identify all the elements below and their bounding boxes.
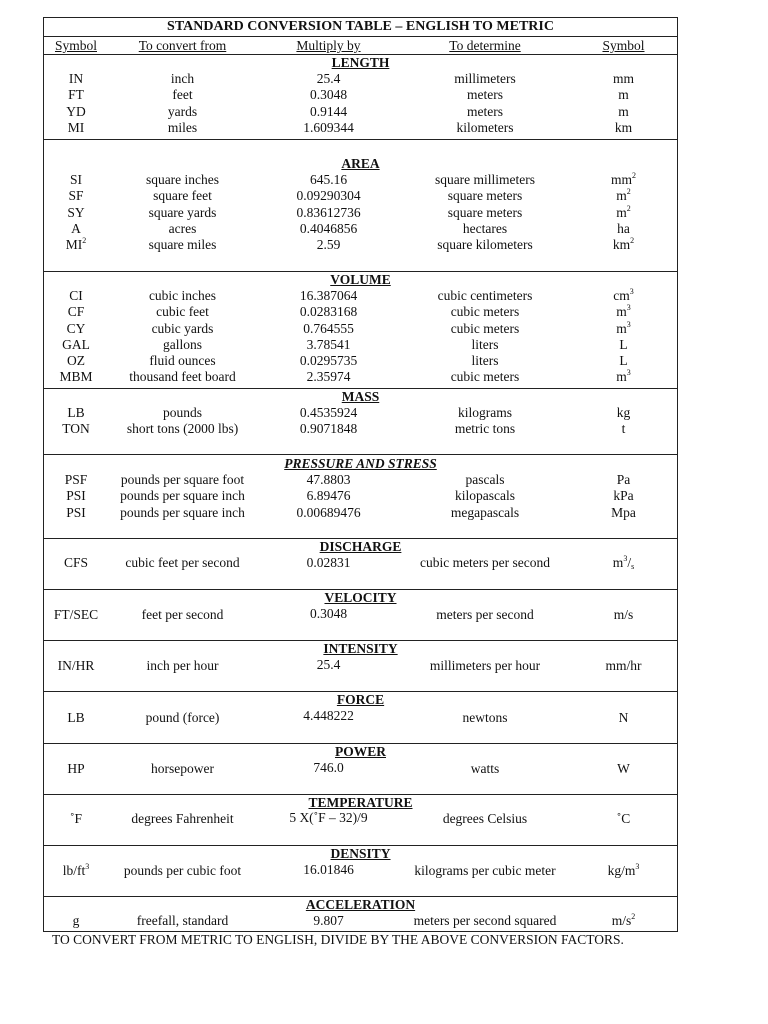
- cell-target-symbol: [570, 863, 677, 879]
- unit-text: m: [616, 320, 627, 336]
- table-row: [44, 205, 677, 221]
- table-row: [44, 421, 677, 437]
- cell-factor: 0.0295735: [299, 353, 358, 369]
- cell-factor: 0.0283168: [299, 304, 358, 320]
- cell-factor: 2.59: [316, 237, 341, 253]
- cell-factor: 645.16: [309, 172, 348, 187]
- cell-symbol: CF: [67, 304, 85, 320]
- cell-symbol: FT/SEC: [53, 607, 99, 622]
- unit-text: m: [612, 555, 624, 570]
- table-row: [44, 237, 677, 253]
- section-title: LENGTH: [331, 55, 390, 70]
- cell-symbol: FT: [68, 87, 84, 103]
- cell-target-symbol: [570, 288, 677, 304]
- section-discharge: [44, 539, 677, 590]
- cell-to: cubic meters: [450, 369, 520, 385]
- cell-target-symbol: ha: [617, 220, 630, 236]
- cell-to: pascals: [465, 472, 505, 487]
- factor-value: 16.01846: [303, 862, 354, 877]
- section-title: FORCE: [336, 692, 385, 707]
- section-title: TEMPERATURE: [308, 795, 413, 810]
- cell-to: megapascals: [450, 504, 520, 520]
- cell-to: square millimeters: [434, 172, 536, 187]
- unit-exponent: 2: [626, 203, 631, 213]
- cell-factor: 6.89476: [306, 488, 351, 504]
- table-row: [44, 288, 677, 304]
- cell-factor: 47.8803: [306, 472, 351, 487]
- column-headers: [44, 37, 677, 55]
- cell-factor: 0.764555: [303, 320, 354, 336]
- cell-target-symbol: [570, 205, 677, 221]
- cell-factor: 1.609344: [303, 119, 354, 135]
- cell-symbol: [44, 237, 108, 253]
- cell-factor: 0.3048: [309, 87, 348, 103]
- header-multiply-by: Multiply by: [296, 38, 361, 53]
- unit-exponent: 2: [632, 171, 636, 180]
- section-title: VELOCITY: [324, 590, 397, 605]
- cell-to: cubic centimeters: [437, 288, 533, 303]
- cell-from: miles: [167, 119, 198, 135]
- cell-from: pounds per square inch: [120, 504, 245, 520]
- cell-to: millimeters per hour: [429, 658, 541, 673]
- cell-factor: 25.4: [316, 71, 341, 86]
- table-row: [44, 337, 677, 353]
- cell-factor: 0.9071848: [299, 421, 358, 437]
- cell-symbol: SI: [69, 172, 82, 187]
- header-symbol: Symbol: [54, 38, 97, 53]
- cell-target-symbol: [570, 913, 677, 929]
- cell-symbol: g: [72, 913, 80, 928]
- cell-target-symbol: [570, 321, 677, 337]
- cell-to: millimeters: [454, 71, 516, 86]
- table-row: [44, 913, 677, 929]
- cell-target-symbol: W: [617, 761, 630, 776]
- cell-factor: 0.09290304: [296, 188, 361, 204]
- table-row: [44, 104, 677, 120]
- cell-to: kilopascals: [455, 488, 515, 504]
- cell-target-symbol: [570, 188, 677, 204]
- symbol-text: lb/ft: [62, 863, 86, 878]
- cell-from: square yards: [148, 204, 217, 220]
- cell-symbol: YD: [66, 103, 86, 119]
- section-title: POWER: [334, 744, 386, 759]
- table-row: [44, 472, 677, 488]
- cell-symbol: CI: [69, 288, 83, 303]
- section-title: DENSITY: [330, 846, 391, 861]
- table-row: [44, 120, 677, 136]
- footer-note: TO CONVERT FROM METRIC TO ENGLISH, DIVIDE BY THE ABOVE CONVERSION FACTORS.: [52, 932, 624, 947]
- cell-target-symbol: kPa: [613, 488, 634, 504]
- cell-to: cubic meters: [450, 304, 520, 320]
- section-mass: [44, 389, 677, 455]
- cell-to: metric tons: [454, 421, 516, 437]
- cell-from: cubic inches: [148, 288, 217, 303]
- cell-from: inch: [170, 71, 195, 86]
- unit-text: m/s: [611, 913, 632, 928]
- cell-from: square miles: [148, 237, 217, 253]
- cell-to: kilograms per cubic meter: [414, 863, 556, 878]
- cell-from: short tons (2000 lbs): [126, 421, 239, 437]
- unit-text: mm: [610, 172, 632, 187]
- table-row: [44, 321, 677, 337]
- cell-to: kilometers: [456, 119, 514, 135]
- unit-exponent: 3: [626, 303, 631, 313]
- unit-exponent: 3: [629, 287, 634, 296]
- cell-to: meters per second squared: [413, 913, 557, 928]
- section-title: AREA: [341, 156, 380, 171]
- cell-from: gallons: [163, 336, 202, 352]
- cell-symbol: OZ: [67, 353, 85, 369]
- cell-from: pounds: [162, 405, 202, 420]
- cell-target-symbol: N: [618, 710, 629, 725]
- table-row: [44, 71, 677, 87]
- cell-factor: 3.78541: [306, 336, 351, 352]
- cell-from: yards: [167, 103, 198, 119]
- section-acceleration: [44, 897, 677, 931]
- section-title: MASS: [341, 389, 380, 404]
- cell-target-symbol: ˚C: [616, 811, 631, 826]
- cell-symbol: CY: [66, 320, 86, 336]
- cell-target-symbol: mm: [612, 71, 634, 86]
- section-temperature: [44, 795, 677, 846]
- section-velocity: [44, 590, 677, 641]
- cell-target-symbol: L: [619, 336, 628, 352]
- cell-from: thousand feet board: [129, 369, 236, 385]
- unit-exponent: 2: [626, 187, 631, 197]
- cell-symbol: HP: [67, 761, 85, 776]
- unit-exponent: 3: [626, 319, 631, 329]
- cell-to: newtons: [462, 710, 508, 725]
- unit-text: m: [616, 188, 627, 204]
- cell-target-symbol: [570, 555, 677, 571]
- cell-factor: 0.83612736: [296, 204, 361, 220]
- cell-from: inch per hour: [146, 658, 219, 673]
- section-title: DISCHARGE: [319, 539, 402, 554]
- cell-factor: 9.807: [313, 913, 344, 928]
- cell-from: feet per second: [141, 607, 224, 622]
- cell-factor: 0.00689476: [296, 504, 361, 520]
- conversion-table: [43, 17, 678, 932]
- cell-from: cubic feet: [156, 304, 209, 320]
- unit-text: m: [616, 204, 627, 220]
- cell-target-symbol: km: [614, 119, 633, 135]
- cell-factor: 0.4046856: [299, 220, 358, 236]
- unit-exponent: 2: [631, 912, 636, 921]
- unit-separator: /: [627, 555, 632, 570]
- unit-text: m: [616, 304, 627, 320]
- cell-symbol: MBM: [59, 369, 93, 385]
- table-title: STANDARD CONVERSION TABLE – ENGLISH TO METRIC: [44, 18, 677, 37]
- cell-symbol: LB: [67, 405, 85, 420]
- table-row: [44, 304, 677, 320]
- cell-target-symbol: [570, 237, 677, 253]
- cell-factor: 0.4535924: [299, 405, 358, 420]
- cell-symbol: [44, 863, 108, 879]
- unit-exponent: 2: [630, 236, 635, 246]
- section-force: [44, 692, 677, 744]
- section-area: [44, 140, 677, 272]
- cell-to: cubic meters: [450, 320, 520, 336]
- symbol-exponent: 2: [82, 236, 87, 246]
- unit-text: m: [616, 369, 627, 385]
- cell-from: pound (force): [145, 710, 220, 725]
- cell-from: horsepower: [151, 761, 214, 776]
- cell-symbol: LB: [67, 710, 85, 725]
- cell-to: meters: [467, 103, 503, 119]
- table-row: [44, 405, 677, 421]
- cell-from: cubic feet per second: [125, 555, 240, 570]
- section-title: ACCELERATION: [305, 897, 416, 912]
- table-row: [44, 221, 677, 237]
- factor-value: 0.02831: [306, 555, 351, 570]
- section-pressure: [44, 455, 677, 539]
- cell-factor: 16.387064: [299, 288, 358, 303]
- cell-to: meters per second: [436, 607, 534, 622]
- cell-target-symbol: Pa: [616, 472, 631, 487]
- cell-target-symbol: [570, 369, 677, 385]
- unit-text: kg/m: [607, 863, 636, 878]
- cell-symbol: PSF: [64, 472, 88, 487]
- cell-symbol: PSI: [66, 504, 86, 520]
- cell-to: square kilometers: [437, 237, 533, 253]
- cell-target-symbol: kg: [616, 405, 631, 420]
- unit-exponent: 3: [626, 368, 631, 378]
- cell-to: square meters: [447, 204, 523, 220]
- section-intensity: [44, 641, 677, 692]
- cell-to: watts: [470, 761, 500, 776]
- cell-from: freefall, standard: [136, 913, 229, 928]
- header-determine: To determine: [449, 38, 521, 53]
- cell-to: meters: [467, 87, 503, 103]
- header-target-symbol: Symbol: [602, 38, 645, 53]
- cell-to: liters: [471, 336, 499, 352]
- cell-symbol: PSI: [66, 488, 86, 504]
- cell-from: degrees Fahrenheit: [131, 811, 234, 826]
- cell-from: fluid ounces: [149, 353, 216, 369]
- unit-text: cm: [613, 288, 630, 303]
- cell-symbol: ˚F: [69, 811, 82, 826]
- table-row: [44, 488, 677, 504]
- cell-to: square meters: [447, 188, 523, 204]
- symbol-exponent: 3: [85, 862, 90, 871]
- cell-from: square feet: [153, 188, 212, 204]
- symbol-text: MI: [65, 237, 83, 253]
- cell-target-symbol: Mpa: [611, 504, 636, 520]
- cell-target-symbol: L: [619, 353, 628, 369]
- cell-from: feet: [172, 87, 193, 103]
- section-title: VOLUME: [330, 272, 391, 287]
- cell-to: cubic meters per second: [419, 555, 551, 570]
- cell-symbol: MI: [67, 119, 85, 135]
- unit-subscript: s: [631, 562, 635, 571]
- cell-symbol: A: [71, 220, 81, 236]
- cell-target-symbol: m: [618, 87, 629, 103]
- cell-symbol: CFS: [63, 555, 89, 570]
- cell-from: cubic yards: [151, 320, 214, 336]
- cell-to: hectares: [462, 220, 508, 236]
- cell-factor: 2.35974: [306, 369, 351, 385]
- cell-symbol: IN/HR: [57, 658, 95, 673]
- cell-from: pounds per square foot: [120, 472, 245, 487]
- cell-target-symbol: t: [621, 421, 626, 437]
- cell-target-symbol: mm/hr: [605, 658, 642, 673]
- header-convert-from: To convert from: [138, 38, 227, 53]
- cell-factor: 0.9144: [309, 103, 348, 119]
- table-row: [44, 369, 677, 385]
- factor-value: 746.0: [313, 760, 344, 775]
- section-title: PRESSURE AND STRESS: [284, 456, 437, 471]
- cell-target-symbol: [570, 172, 677, 188]
- table-row: [44, 353, 677, 369]
- section-length: [44, 55, 677, 140]
- cell-target-symbol: m: [618, 103, 629, 119]
- section-power: [44, 744, 677, 795]
- table-row: [44, 505, 677, 521]
- cell-to: liters: [471, 353, 499, 369]
- table-row: [44, 188, 677, 204]
- cell-target-symbol: [570, 304, 677, 320]
- unit-exponent: 3: [623, 554, 628, 563]
- unit-text: km: [612, 237, 631, 253]
- factor-value: 4.448222: [303, 708, 354, 723]
- section-volume: [44, 272, 677, 389]
- factor-value: 0.3048: [309, 606, 348, 621]
- cell-from: pounds per cubic foot: [123, 863, 242, 878]
- unit-exponent: 3: [635, 862, 640, 871]
- section-title: INTENSITY: [323, 641, 398, 656]
- cell-to: degrees Celsius: [442, 811, 528, 826]
- table-row: [44, 87, 677, 103]
- factor-value: 5 X(˚F – 32)/9: [289, 810, 368, 825]
- cell-from: square inches: [145, 172, 220, 187]
- cell-target-symbol: m/s: [613, 607, 634, 622]
- factor-value: 25.4: [316, 657, 341, 672]
- cell-from: pounds per square inch: [120, 488, 245, 504]
- cell-symbol: GAL: [62, 336, 90, 352]
- table-row: [44, 172, 677, 188]
- cell-to: kilograms: [458, 405, 512, 420]
- cell-symbol: IN: [68, 71, 84, 86]
- cell-symbol: SY: [67, 204, 85, 220]
- cell-from: acres: [168, 220, 197, 236]
- section-density: [44, 846, 677, 897]
- cell-symbol: SF: [68, 188, 84, 204]
- cell-symbol: TON: [62, 421, 90, 437]
